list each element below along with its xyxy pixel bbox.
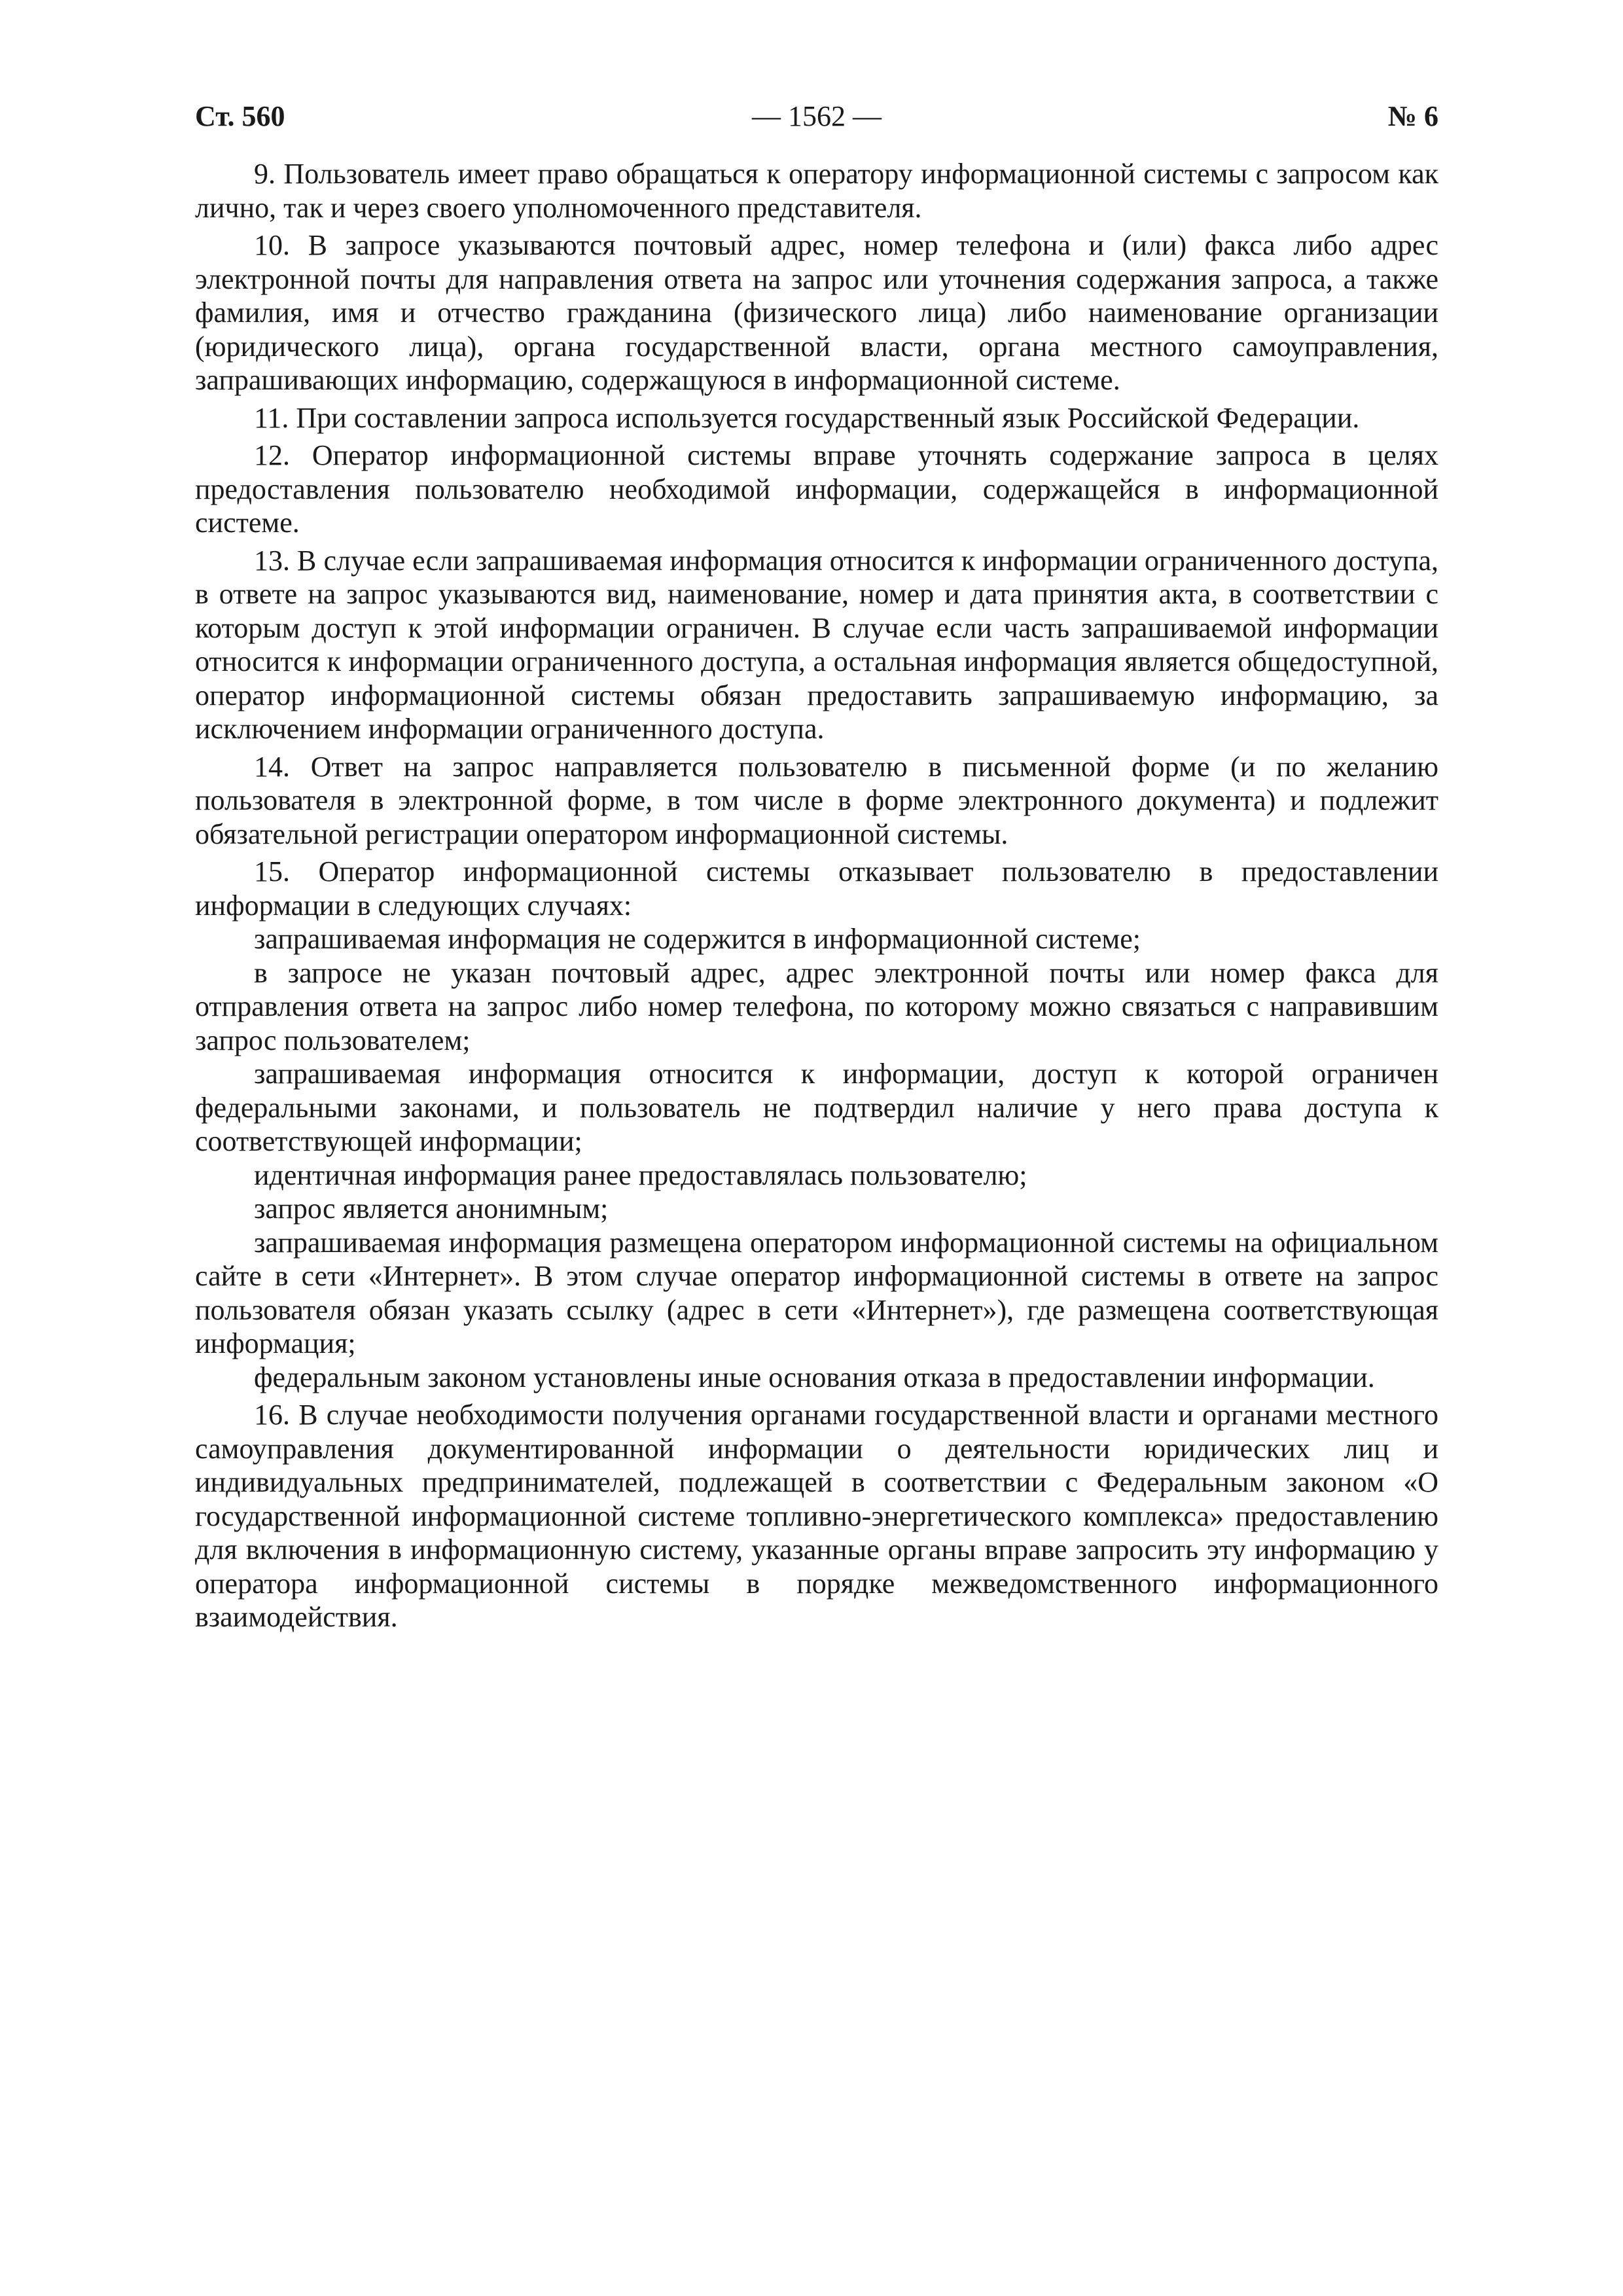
page-header xyxy=(195,92,1438,141)
refusal-case-2: в запросе не указан почтовый адрес, адрес электронной почты или номер факса для отправления ответа на запрос либо номер телефона, по которому можно связаться с направившим запрос пользователем; xyxy=(195,956,1438,1056)
paragraph-9: 9. Пользователь имеет право обращаться к оператору информационной системы с запросом как лично, так и через своего уполномоченного представителя. xyxy=(195,158,1438,224)
refusal-case-5: запрос является анонимным; xyxy=(254,1193,609,1225)
article-number: Ст. 560 xyxy=(195,100,285,132)
paragraph-16: 16. В случае необходимости получения органами государственной власти и органами местного самоуправления документированной информации о деятельности юридических лиц и индивидуальных предпринимателей, подлежащей в соответствии с Федеральным законом «О государственной информационной системе топливно-энергетического комплекса» предоставлению для включения в информационную систему, указанные органы вправе запросить эту информацию у оператора информационной системы в порядке межведомственного информационного взаимодействия. xyxy=(195,1399,1438,1633)
refusal-case-7: федеральным законом установлены иные основания отказа в предоставлении информации. xyxy=(254,1361,1375,1393)
paragraph-11: 11. При составлении запроса используется государственный язык Российской Федерации. xyxy=(254,401,1360,434)
page-number: — 1562 — xyxy=(752,100,882,132)
document-page xyxy=(195,92,1438,1638)
refusal-case-6: запрашиваемая информация размещена оператором информационной системы на официальном сайте в сети «Интернет». В этом случае оператор информационной системы в ответе на запрос пользователя обязан указать ссылку (адрес в сети «Интернет»), где размещена соответствующая информация; xyxy=(195,1226,1438,1359)
issue-number: № 6 xyxy=(1387,100,1438,132)
refusal-case-4: идентичная информация ранее предоставлялась пользователю; xyxy=(254,1158,1027,1191)
paragraph-10: 10. В запросе указываются почтовый адрес, номер телефона и (или) факса либо адрес электронной почты для направления ответа на запрос или уточнения содержания запроса, а также фамилия, имя и отчество гражданина (физического лица) либо наименование организации (юридического лица), органа государственной власти, органа местного самоуправления, запрашивающих информацию, содержащуюся в информационной системе. xyxy=(195,229,1438,396)
paragraph-14: 14. Ответ на запрос направляется пользователю в письменной форме (и по желанию пользователя в электронной форме, в том числе в форме электронного документа) и подлежит обязательной регистрации оператором информационной системы. xyxy=(195,750,1438,850)
paragraph-12: 12. Оператор информационной системы вправе уточнять содержание запроса в целях предоставления пользователю необходимой информации, содержащейся в информационной системе. xyxy=(195,439,1438,539)
paragraph-15: 15. Оператор информационной системы отказывает пользователю в предоставлении информации в следующих случаях: xyxy=(195,855,1438,922)
refusal-case-1: запрашиваемая информация не содержится в информационной системе; xyxy=(254,923,1141,955)
document-body xyxy=(195,157,1438,1634)
refusal-case-3: запрашиваемая информация относится к информации, доступ к которой ограничен федеральными законами, и пользователь не подтвердил наличие у него права доступа к соответствующей информации; xyxy=(195,1058,1438,1157)
paragraph-13: 13. В случае если запрашиваемая информация относится к информации ограниченного доступа, в ответе на запрос указываются вид, наименование, номер и дата принятия акта, в соответствии с которым доступ к этой информации ограничен. В случае если часть запрашиваемой информации относится к информации ограниченного доступа, а остальная информация является общедоступной, оператор информационной системы обязан предоставить запрашиваемую информацию, за исключением информации ограниченного доступа. xyxy=(195,544,1438,745)
